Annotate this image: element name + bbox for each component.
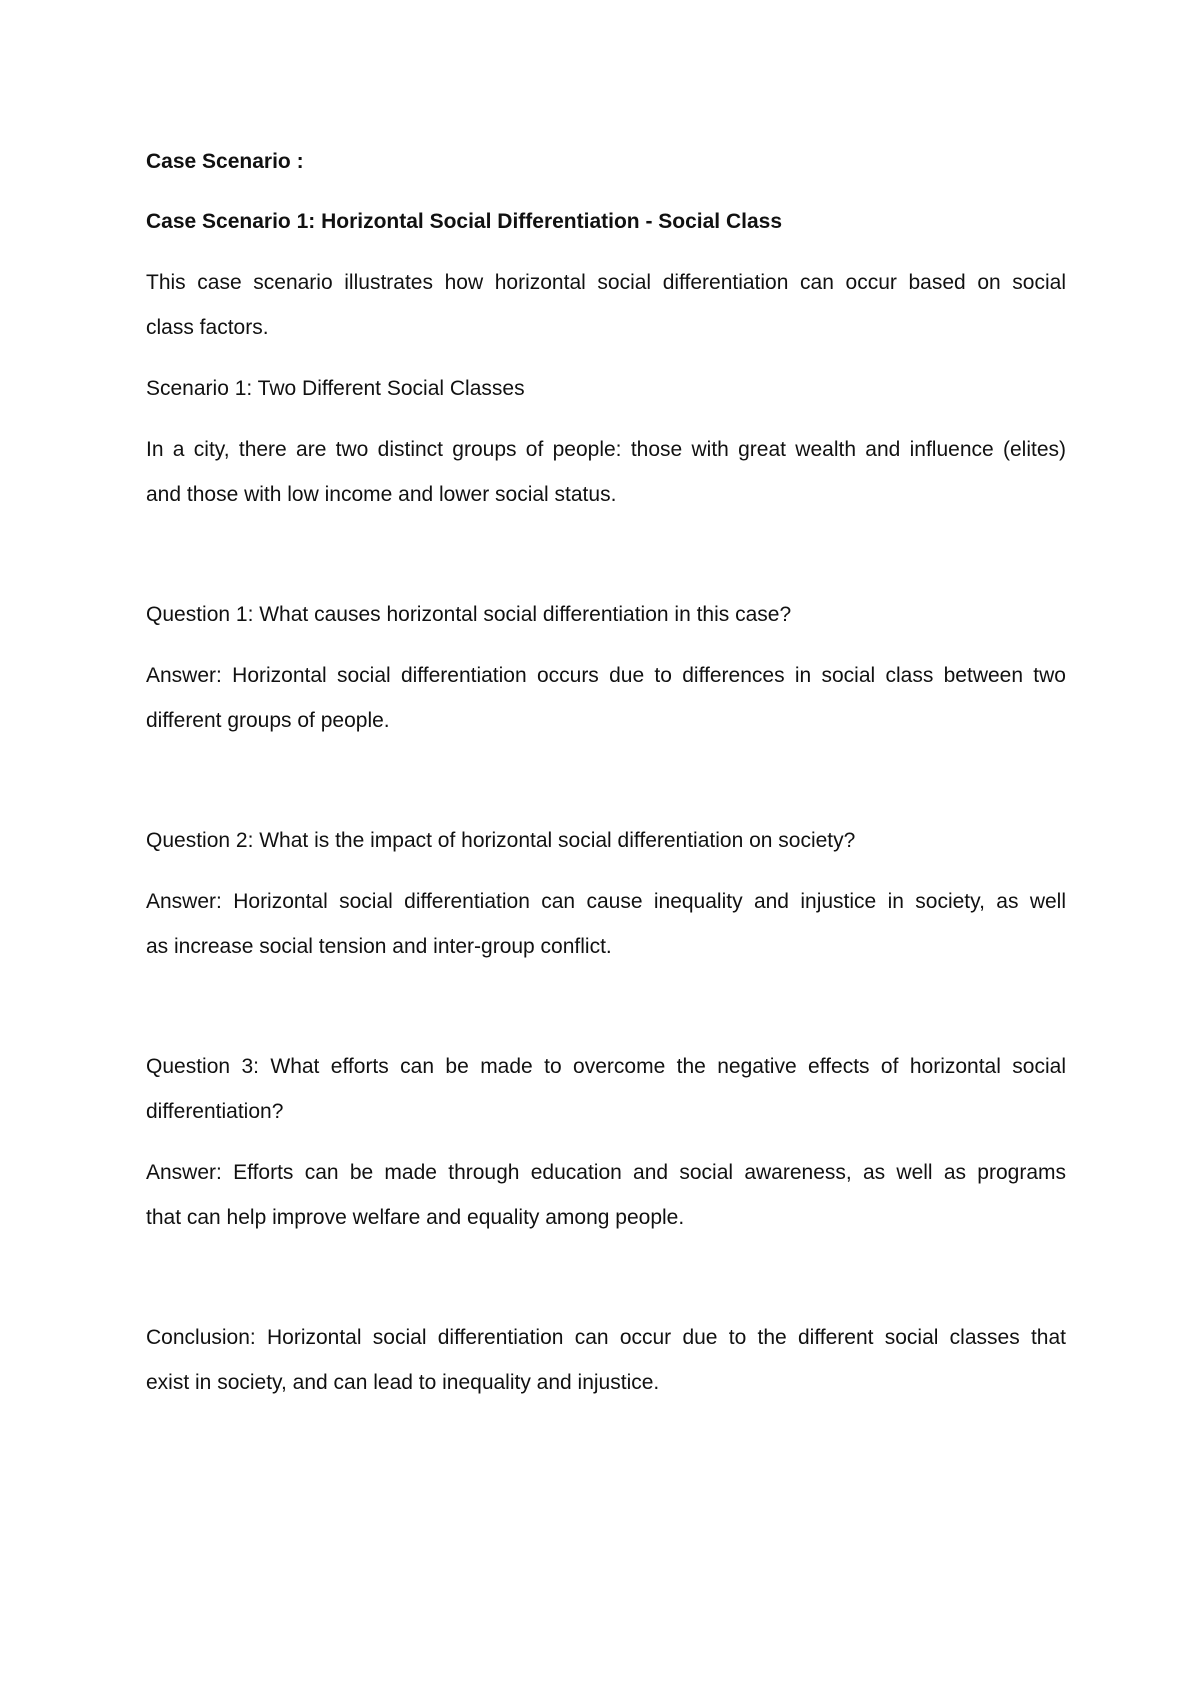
- intro-line-1: This case scenario illustrates how horizontal social differentiation can occur based on social: [146, 271, 1066, 294]
- conclusion-line-1: Conclusion: Horizontal social differentiation can occur due to the different social classes that: [146, 1326, 1066, 1349]
- answer-2-line-1: Answer: Horizontal social differentiation can cause inequality and injustice in society, as well: [146, 890, 1066, 913]
- question-2: Question 2: What is the impact of horizontal social differentiation on society?: [146, 829, 856, 852]
- scenario-description-line-1: In a city, there are two distinct groups of people: those with great wealth and influence (elites): [146, 438, 1066, 461]
- document-heading: Case Scenario :: [146, 150, 304, 173]
- conclusion-line-2: exist in society, and can lead to inequality and injustice.: [146, 1371, 660, 1394]
- question-3-line-2: differentiation?: [146, 1100, 284, 1123]
- answer-3-line-2: that can help improve welfare and equality among people.: [146, 1206, 685, 1229]
- answer-3-line-1: Answer: Efforts can be made through education and social awareness, as well as programs: [146, 1161, 1066, 1184]
- scenario-title: Case Scenario 1: Horizontal Social Differentiation - Social Class: [146, 210, 783, 233]
- scenario-description-line-2: and those with low income and lower social status.: [146, 483, 617, 506]
- answer-1-line-1: Answer: Horizontal social differentiation occurs due to differences in social class between two: [146, 664, 1066, 687]
- question-3-line-1: Question 3: What efforts can be made to overcome the negative effects of horizontal social: [146, 1055, 1066, 1078]
- scenario-subtitle: Scenario 1: Two Different Social Classes: [146, 377, 525, 400]
- answer-2-line-2: as increase social tension and inter-group conflict.: [146, 935, 612, 958]
- answer-1-line-2: different groups of people.: [146, 709, 390, 732]
- intro-line-2: class factors.: [146, 316, 269, 339]
- question-1: Question 1: What causes horizontal social differentiation in this case?: [146, 603, 792, 626]
